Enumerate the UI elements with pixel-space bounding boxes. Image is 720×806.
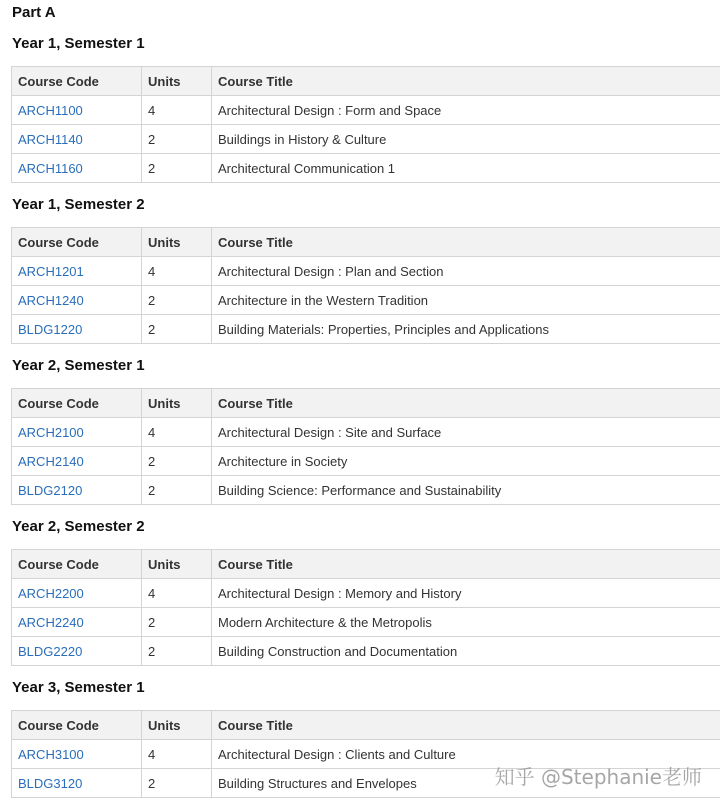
course-code-cell: [12, 286, 142, 315]
course-code-cell: [12, 257, 142, 286]
units-cell: 4: [142, 257, 212, 286]
units-cell: 4: [142, 579, 212, 608]
table-header-row: [12, 389, 720, 418]
semester-title: Year 2, Semester 2: [12, 518, 145, 535]
table-row: [12, 315, 720, 344]
units-cell: 2: [142, 476, 212, 505]
table-row: [12, 286, 720, 315]
course-title-cell: Architectural Design : Site and Surface: [212, 418, 720, 447]
course-code-cell: [12, 608, 142, 637]
course-table: [11, 66, 720, 183]
units-cell: 4: [142, 96, 212, 125]
header-course-code: Course Code: [12, 550, 142, 579]
course-code-link[interactable]: ARCH2100: [18, 424, 84, 440]
course-code-cell: [12, 740, 142, 769]
units-cell: 2: [142, 125, 212, 154]
course-code-cell: [12, 154, 142, 183]
course-code-link[interactable]: ARCH3100: [18, 746, 84, 762]
course-title-cell: Architecture in Society: [212, 447, 720, 476]
table-row: [12, 257, 720, 286]
table-row: [12, 637, 720, 666]
header-units: Units: [142, 389, 212, 418]
course-code-cell: [12, 418, 142, 447]
table-row: [12, 447, 720, 476]
course-code-link[interactable]: ARCH2240: [18, 614, 84, 630]
header-units: Units: [142, 228, 212, 257]
table-row: [12, 418, 720, 447]
header-course-title: Course Title: [212, 711, 720, 740]
units-cell: 2: [142, 286, 212, 315]
course-code-link[interactable]: BLDG1220: [18, 321, 83, 337]
header-course-title: Course Title: [212, 67, 720, 96]
table-row: [12, 608, 720, 637]
table-header-row: [12, 67, 720, 96]
units-cell: 2: [142, 769, 212, 798]
course-title-cell: Architectural Design : Form and Space: [212, 96, 720, 125]
units-cell: 2: [142, 154, 212, 183]
course-code-cell: [12, 125, 142, 154]
course-code-cell: [12, 476, 142, 505]
table-row: [12, 96, 720, 125]
header-course-code: Course Code: [12, 228, 142, 257]
course-title-cell: Modern Architecture & the Metropolis: [212, 608, 720, 637]
table-row: [12, 476, 720, 505]
course-code-cell: [12, 637, 142, 666]
units-cell: 4: [142, 740, 212, 769]
course-code-link[interactable]: ARCH1240: [18, 292, 84, 308]
part-title: Part A: [12, 4, 56, 21]
semester-title: Year 3, Semester 1: [12, 679, 145, 696]
course-code-link[interactable]: ARCH1160: [18, 160, 83, 176]
course-code-cell: [12, 315, 142, 344]
course-code-link[interactable]: ARCH2140: [18, 453, 84, 469]
units-cell: 2: [142, 637, 212, 666]
course-title-cell: Architectural Communication 1: [212, 154, 720, 183]
table-row: [12, 125, 720, 154]
course-title-cell: Building Materials: Properties, Principles and Applications: [212, 315, 720, 344]
course-title-cell: Architectural Design : Plan and Section: [212, 257, 720, 286]
course-code-cell: [12, 96, 142, 125]
units-cell: 2: [142, 447, 212, 476]
units-cell: 2: [142, 608, 212, 637]
units-cell: 2: [142, 315, 212, 344]
semester-title: Year 2, Semester 1: [12, 357, 145, 374]
course-code-link[interactable]: ARCH2200: [18, 585, 84, 601]
header-course-title: Course Title: [212, 228, 720, 257]
table-row: [12, 579, 720, 608]
header-course-code: Course Code: [12, 67, 142, 96]
semester-title: Year 1, Semester 2: [12, 196, 145, 213]
course-code-link[interactable]: BLDG2220: [18, 643, 83, 659]
table-header-row: [12, 550, 720, 579]
header-course-title: Course Title: [212, 550, 720, 579]
course-code-link[interactable]: BLDG2120: [18, 482, 83, 498]
header-units: Units: [142, 550, 212, 579]
header-course-code: Course Code: [12, 389, 142, 418]
header-course-title: Course Title: [212, 389, 720, 418]
table-header-row: [12, 711, 720, 740]
course-title-cell: Architectural Design : Memory and History: [212, 579, 720, 608]
units-cell: 4: [142, 418, 212, 447]
course-title-cell: Buildings in History & Culture: [212, 125, 720, 154]
course-code-link[interactable]: BLDG3120: [18, 775, 83, 791]
table-header-row: [12, 228, 720, 257]
table-row: [12, 154, 720, 183]
course-code-link[interactable]: ARCH1100: [18, 102, 83, 118]
course-table: [11, 227, 720, 344]
course-table: [11, 549, 720, 666]
course-code-link[interactable]: ARCH1140: [18, 131, 83, 147]
course-code-cell: [12, 447, 142, 476]
header-units: Units: [142, 67, 212, 96]
semester-title: Year 1, Semester 1: [12, 35, 145, 52]
course-code-link[interactable]: ARCH1201: [18, 263, 84, 279]
course-title-cell: Building Structures and Envelopes: [212, 769, 720, 798]
course-title-cell: Architecture in the Western Tradition: [212, 286, 720, 315]
course-title-cell: Building Science: Performance and Sustainability: [212, 476, 720, 505]
course-code-cell: [12, 769, 142, 798]
course-title-cell: Building Construction and Documentation: [212, 637, 720, 666]
header-units: Units: [142, 711, 212, 740]
course-title-cell: Architectural Design : Clients and Culture: [212, 740, 720, 769]
header-course-code: Course Code: [12, 711, 142, 740]
watermark: 知乎 @Stephanie老师: [494, 765, 702, 789]
course-table: [11, 388, 720, 505]
course-code-cell: [12, 579, 142, 608]
